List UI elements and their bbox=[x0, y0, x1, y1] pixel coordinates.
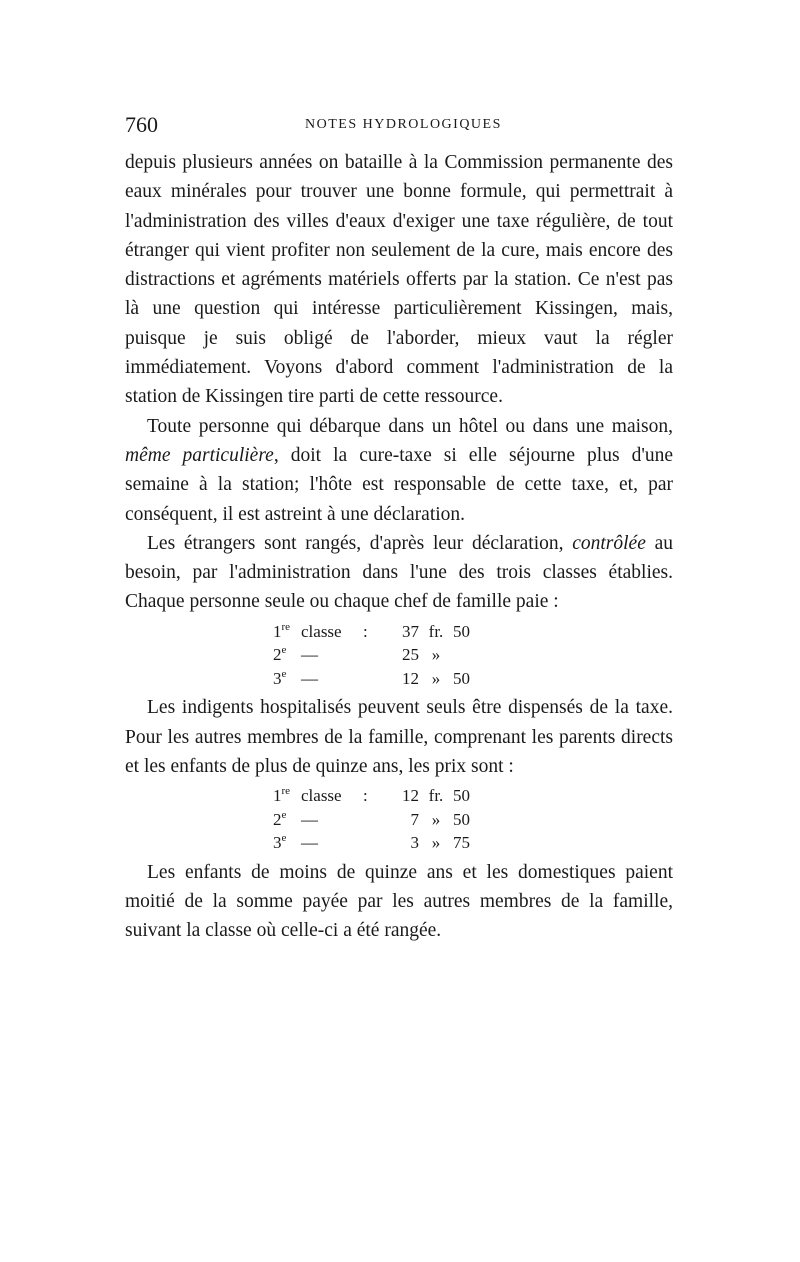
table-row bbox=[273, 784, 483, 808]
paragraph-4: Les indigents hospitalisés peuvent seuls être dispensés de la taxe. Pour les autres membres de la famille, comprenant les parents directs et les enfants de plus de quinze ans, les prix sont : bbox=[125, 697, 673, 777]
class-word: — bbox=[301, 809, 318, 829]
amount-centimes: 50 bbox=[453, 621, 470, 641]
amount-unit: » bbox=[431, 668, 441, 688]
paragraph-2-start: Toute personne qui débarque dans un hôtel ou dans une maison, bbox=[147, 415, 673, 437]
table-row bbox=[273, 831, 483, 855]
paragraph-3-end: au besoin, par l'administration dans l'une des trois classes établies. Chaque personne seule ou chaque chef de famille paie : bbox=[125, 532, 673, 613]
amount-centimes: 75 bbox=[453, 833, 470, 853]
amount-francs: 25 bbox=[402, 645, 419, 665]
amount-unit: » bbox=[431, 645, 441, 665]
page-header bbox=[125, 112, 675, 142]
amount-unit: fr. bbox=[428, 786, 444, 806]
amount-centimes: 50 bbox=[453, 809, 470, 829]
amount-francs: 37 bbox=[402, 621, 419, 641]
paragraph-5: Les enfants de moins de quinze ans et les domestiques paient moitié de la somme payée par les autres membres de la famille, suivant la classe où celle-ci a été rangée. bbox=[125, 861, 673, 942]
amount-centimes: 50 bbox=[453, 668, 470, 688]
table-row bbox=[273, 808, 483, 832]
paragraph-3-italic: contrôlée bbox=[572, 532, 646, 554]
paragraph-2-end: , doit la cure-taxe si elle séjourne plus d'une semaine à la station; l'hôte est responsable de cette taxe, et, par conséquent, il est astreint à une déclaration. bbox=[125, 444, 673, 525]
class-word: classe bbox=[301, 621, 342, 641]
class-colon bbox=[363, 831, 391, 855]
body-text bbox=[125, 148, 673, 946]
class-number: 3e bbox=[273, 832, 287, 853]
amount-unit: » bbox=[431, 833, 441, 853]
table-row bbox=[273, 643, 483, 667]
class-colon bbox=[363, 643, 391, 667]
class-number: 1re bbox=[273, 620, 291, 641]
paragraph-3 bbox=[125, 529, 673, 617]
paragraph-2-italic: même particulière bbox=[125, 444, 274, 466]
amount-unit: fr. bbox=[428, 621, 444, 641]
class-number: 3e bbox=[273, 667, 287, 688]
class-word: — bbox=[301, 668, 318, 688]
amount-unit: » bbox=[431, 809, 441, 829]
class-word: — bbox=[301, 645, 318, 665]
table-row bbox=[273, 667, 483, 691]
class-colon bbox=[363, 667, 391, 691]
amount-centimes: 50 bbox=[453, 786, 470, 806]
fee-table-family-head bbox=[273, 620, 483, 691]
paragraph-2 bbox=[125, 412, 673, 529]
table-row bbox=[273, 620, 483, 644]
amount-centimes bbox=[453, 643, 483, 667]
amount-francs: 7 bbox=[410, 809, 419, 829]
class-word: — bbox=[301, 833, 318, 853]
class-number: 2e bbox=[273, 644, 287, 665]
page-number: 760 bbox=[125, 112, 158, 137]
class-colon bbox=[363, 808, 391, 832]
class-number: 2e bbox=[273, 808, 287, 829]
class-number: 1re bbox=[273, 785, 291, 806]
class-colon: : bbox=[363, 621, 368, 641]
running-title: NOTES HYDROLOGIQUES bbox=[305, 117, 502, 132]
amount-francs: 12 bbox=[402, 786, 419, 806]
class-word: classe bbox=[301, 786, 342, 806]
amount-francs: 3 bbox=[410, 833, 419, 853]
class-colon: : bbox=[363, 786, 368, 806]
fee-table-family-members bbox=[273, 784, 483, 855]
paragraph-1: depuis plusieurs années on bataille à la Commission permanente des eaux minérales pour trouver une bonne formule, qui permettrait à l'administration des villes d'eaux d'exiger une taxe régulière, de tout étranger qui vient profiter non seulement de la cure, mais encore des distractions et agréments matériels offerts par la station. Ce n'est pas là une question qui intéresse particulièrement Kissingen, mais, puisque je suis obligé de l'aborder, mieux vaut la régler immédiatement. Voyons d'abord comment l'administration de la station de Kissingen tire parti de cette ressource. bbox=[125, 152, 673, 408]
amount-francs: 12 bbox=[402, 668, 419, 688]
paragraph-3-start: Les étrangers sont rangés, d'après leur déclaration, bbox=[147, 532, 564, 554]
